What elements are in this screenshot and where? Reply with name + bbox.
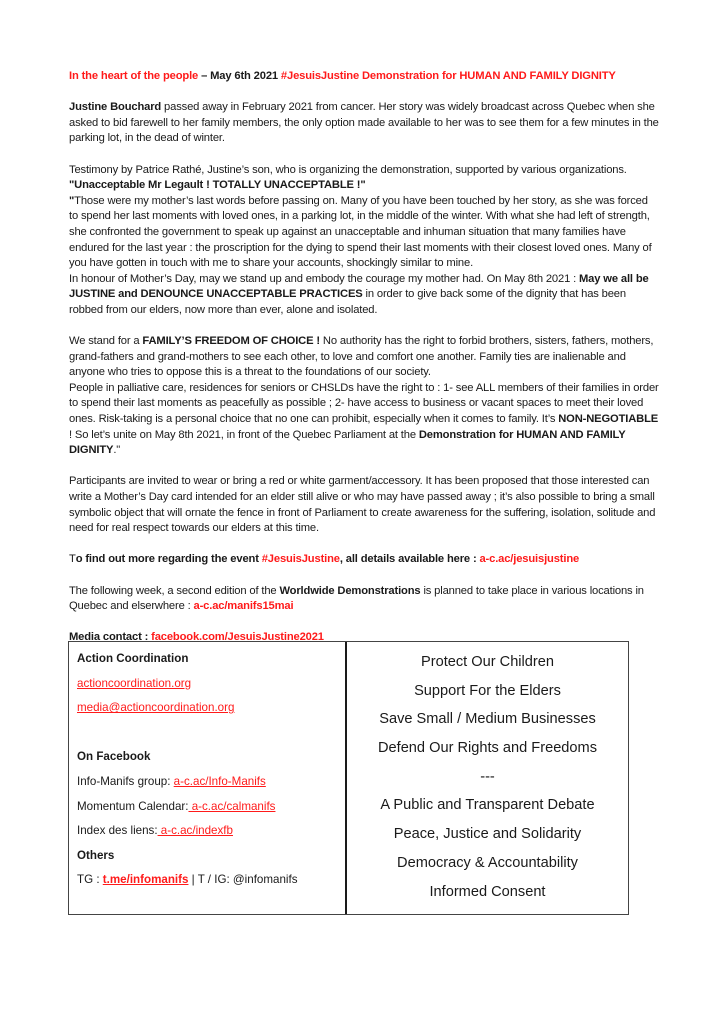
calendar-label: Momentum Calendar: — [77, 799, 189, 813]
index-link[interactable]: a-c.ac/indexfb — [157, 824, 233, 838]
slogan-item: Peace, Justice and Solidarity — [393, 826, 582, 843]
find-out-text1: o find out more regarding the event — [75, 553, 262, 566]
find-out-hashtag: #JesuisJustine — [261, 553, 340, 566]
website-link[interactable]: actioncoordination.org — [77, 676, 192, 690]
calendar-link[interactable]: a-c.ac/calmanifs — [188, 799, 276, 813]
freedom-bold: FAMILY’S FREEDOM OF CHOICE ! — [142, 335, 320, 348]
rights-start: People in palliative care, residences for seniors or CHSLDs have the right to : 1- see ALL members of their families in order to spend their last moments as peacefully as possible ; 2- have access to business or vacant spaces to meet their loved ones. Risk-taking is a personal choice that no one can prohibit, especially when it comes to family. It’s — [69, 381, 659, 426]
index-label: Index des liens: — [77, 824, 158, 838]
testimony-quote-title: "Unacceptable Mr Legault ! TOTALLY UNACCEPTABLE !" — [69, 179, 366, 192]
others-title: Others — [77, 848, 115, 862]
spacer — [77, 724, 337, 749]
headline-part1: In the heart of the people — [69, 70, 199, 82]
intro-name: Justine Bouchard — [69, 101, 162, 114]
following-week-end: is planned to take place in various locations in Quebec and elserwhere : — [69, 584, 644, 613]
find-out-text2: , all details available here : — [339, 553, 480, 566]
telegram-link[interactable]: t.me/infomanifs — [102, 873, 189, 887]
facebook-link[interactable]: facebook.com/JesuisJustine2021 — [151, 631, 324, 644]
freedom-paragraph — [69, 334, 659, 459]
contact-table — [68, 641, 629, 915]
slogan-separator: --- — [480, 768, 495, 785]
manifs15mai-link[interactable]: a-c.ac/manifs15mai — [193, 600, 294, 613]
info-manifs-link[interactable]: a-c.ac/Info-Manifs — [173, 774, 266, 788]
rights-mid: ! So let’s unite on May 8th 2021, in front of the Quebec Parliament at the — [69, 428, 419, 441]
testimony-body1: Those were my mother’s last words before passing on. Many of you have been touched by her story, as she was forced to spend her last moments with loved ones, in a parking lot, in the middle of the winter. With what she had left of strength, she confronted the government to speak up against an unacceptable and inhuman situation that many families have endured for the last year : the proscription for the dying to spend their last moments with their closest loved ones. Many of you have gotten in touch with me to share your accounts, shockingly similar to mine. — [69, 194, 652, 270]
testimony-lead: Testimony by Patrice Rathé, Justine’s son, who is organizing the demonstration, supported by various organizations. — [69, 163, 627, 176]
org-title: Action Coordination — [77, 652, 189, 665]
facebook-title: On Facebook — [77, 750, 151, 764]
testimony-body2-bold: May we all be JUSTINE and DENOUNCE UNACCEPTABLE PRACTICES — [69, 272, 649, 301]
intro-text: passed away in February 2021 from cancer. Her story was widely broadcast across Quebec when she asked to bid farewell to her family members, the only option made available to her was to see them for a few minutes in the parking lot, in the dead of winter. — [69, 101, 659, 145]
rights-close: ." — [113, 444, 121, 457]
participants-paragraph: Participants are invited to wear or bring a red or white garment/accessory. It has been proposed that those interested can write a Mother’s Day card intended for an elder still alive or who may have passed away ; it’s also possible to bring a small symbolic object that will ornate the fence in front of Parliament to create awareness for the suffering, isolation, solitude and need for real respect towards our elders at this time. — [69, 475, 656, 535]
slogan-item: Informed Consent — [429, 883, 546, 900]
social-handles: | T / IG: @infomanifs — [188, 873, 298, 887]
rights-bold2: Demonstration for HUMAN AND FAMILY DIGNITY — [69, 428, 626, 457]
info-manifs-label: Info-Manifs group: — [77, 774, 174, 788]
quote-open-mark: " — [69, 194, 75, 207]
slogan-item: Save Small / Medium Businesses — [379, 711, 596, 728]
testimony-body2-end: in order to give back some of the dignity that has been robbed from our elders, now more than ever, alone and isolated. — [69, 288, 626, 316]
slogan-item: Support For the Elders — [414, 682, 561, 699]
slogans-column — [347, 642, 628, 914]
jesuisjustine-link[interactable]: a-c.ac/jesuisjustine — [479, 553, 580, 566]
contact-column — [69, 642, 347, 914]
slogan-item: Democracy & Accountability — [397, 854, 578, 871]
slogan-item: Defend Our Rights and Freedoms — [377, 740, 597, 757]
following-week-bold: Worldwide Demonstrations — [279, 584, 421, 597]
email-link[interactable]: media@actioncoordination.org — [77, 701, 235, 715]
headline-event: #JesuisJustine Demonstration for HUMAN AND FAMILY DIGNITY — [280, 70, 616, 82]
following-week-paragraph — [69, 584, 659, 615]
intro-paragraph — [69, 100, 659, 147]
freedom-start: We stand for a — [69, 335, 143, 348]
find-out-first-letter: T — [69, 553, 76, 566]
headline — [69, 69, 659, 85]
headline-date: – May 6th 2021 — [198, 70, 281, 82]
document-body — [69, 69, 659, 662]
following-week-start: The following week, a second edition of the — [69, 584, 280, 597]
slogan-item: Protect Our Children — [420, 654, 555, 670]
testimony-paragraph — [69, 163, 659, 319]
tg-label: TG : — [77, 873, 103, 887]
slogan-item: A Public and Transparent Debate — [380, 797, 595, 814]
find-out-paragraph — [69, 552, 659, 568]
rights-bold1: NON-NEGOTIABLE — [558, 413, 659, 426]
media-contact-label: Media contact : — [69, 631, 152, 644]
freedom-end: No authority has the right to forbid brothers, sisters, fathers, mothers, grand-fathers and grand-mothers to see each other, to love and comfort one another. Family ties are inalienable and anyone who tries to oppose this is a threat to the foundations of our society. — [69, 335, 654, 379]
testimony-body2-start: In honour of Mother’s Day, may we stand up and embody the courage my mother had. On May 8th 2021 : — [69, 272, 580, 285]
